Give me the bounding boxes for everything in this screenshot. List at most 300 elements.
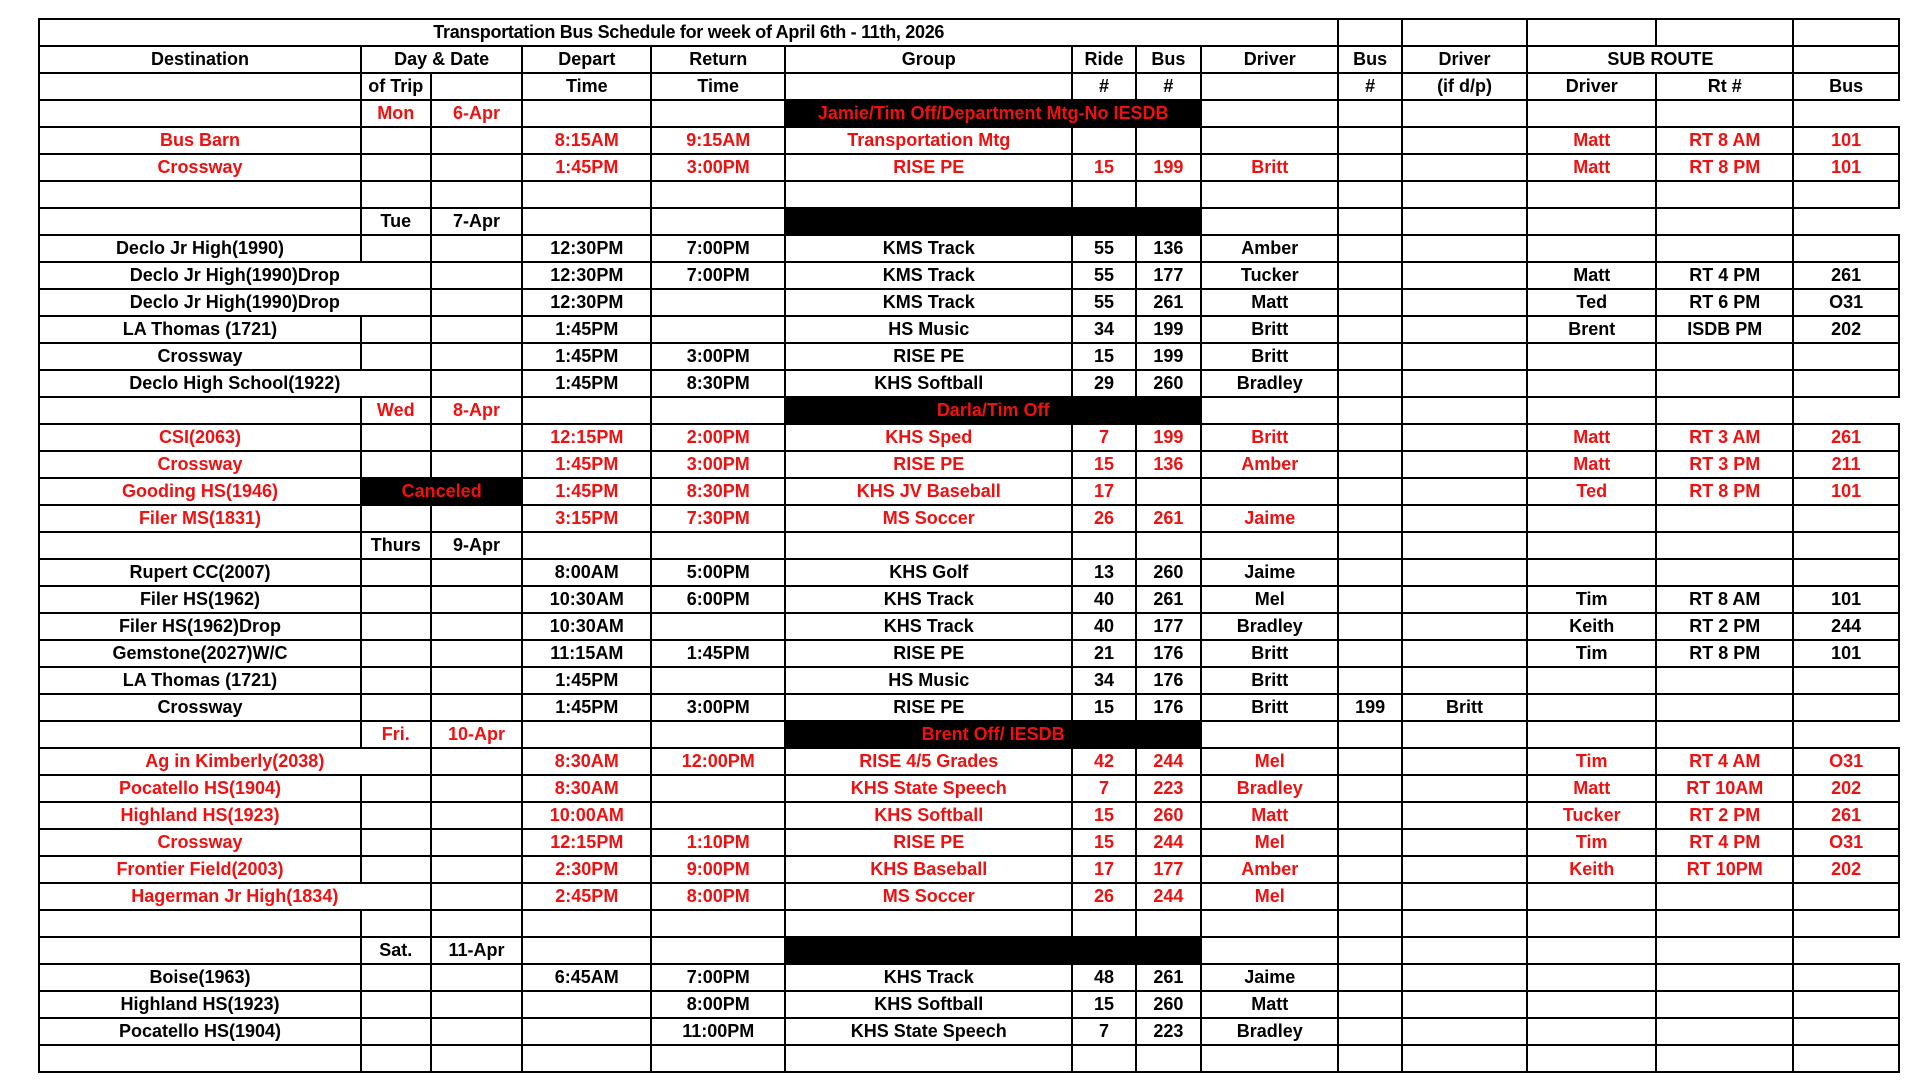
cell-date: [431, 343, 523, 370]
cell-depart: [522, 100, 651, 127]
cell-bus2: [1338, 532, 1401, 559]
cell-bus: 244: [1136, 829, 1201, 856]
cell-sub_driver: Matt: [1527, 775, 1656, 802]
cell-destination: Crossway: [39, 829, 361, 856]
cell-destination: Highland HS(1923): [39, 802, 361, 829]
table-row: [39, 451, 1899, 478]
day-header-row: [39, 208, 1899, 235]
cell-sub_bus: 211: [1793, 451, 1899, 478]
cell-driver: Bradley: [1201, 613, 1338, 640]
cell-depart: 3:15PM: [522, 505, 651, 532]
cell-group: KHS Baseball: [785, 856, 1072, 883]
cell-group: [785, 910, 1072, 937]
cell-bus: 177: [1136, 262, 1201, 289]
cell-return: 11:00PM: [651, 1018, 785, 1045]
cell-sub_bus: 101: [1793, 586, 1899, 613]
cell-depart: 8:15AM: [522, 127, 651, 154]
cell-sub_bus: 202: [1793, 856, 1899, 883]
cell-sub_bus: [1793, 1045, 1899, 1072]
cell-depart: [522, 721, 651, 748]
cell-date: [431, 640, 523, 667]
cell-sub_rt: RT 4 PM: [1656, 262, 1793, 289]
cell-driver2: [1402, 991, 1528, 1018]
cell-sub_rt: [1656, 964, 1793, 991]
cell-group: RISE PE: [785, 694, 1072, 721]
cell-sub_bus: [1793, 1018, 1899, 1045]
cell-bus: 176: [1136, 640, 1201, 667]
cell-sub_bus: [1793, 181, 1899, 208]
table-row: [39, 694, 1899, 721]
cell-destination: [39, 721, 361, 748]
cell-bus2: [1338, 1045, 1401, 1072]
header-day-date: Day & Date: [361, 46, 522, 73]
cell-return: [651, 397, 785, 424]
title-pad-5: [1793, 19, 1899, 46]
cell-driver2: [1402, 910, 1528, 937]
cell-group: [785, 1045, 1072, 1072]
cell-destination: Frontier Field(2003): [39, 856, 361, 883]
cell-date: [431, 262, 523, 289]
cell-sub_rt: RT 10PM: [1656, 856, 1793, 883]
cell-sub_driver: Tim: [1527, 586, 1656, 613]
cell-depart: 10:00AM: [522, 802, 651, 829]
cell-driver: Britt: [1201, 343, 1338, 370]
cell-ride: 29: [1072, 370, 1135, 397]
cell-sub_bus: 202: [1793, 316, 1899, 343]
cell-bus: 136: [1136, 451, 1201, 478]
cell-return: 8:30PM: [651, 478, 785, 505]
day-header-row: [39, 937, 1899, 964]
cell-return: [651, 181, 785, 208]
cell-sub_driver: Ted: [1527, 478, 1656, 505]
cell-bus2: [1338, 829, 1401, 856]
cell-ride: 7: [1072, 1018, 1135, 1045]
cell-sub_bus: [1793, 883, 1899, 910]
header-group-sub: [785, 73, 1072, 100]
cell-ride: 15: [1072, 991, 1135, 1018]
cell-sub_bus: O31: [1793, 289, 1899, 316]
cell-sub_bus: [1793, 991, 1899, 1018]
cell-date: [431, 424, 523, 451]
cell-bus2: [1201, 100, 1338, 127]
cell-sub_rt: [1656, 343, 1793, 370]
cell-ride: [1072, 532, 1135, 559]
cell-ride: [1072, 127, 1135, 154]
cell-bus: 176: [1136, 667, 1201, 694]
cell-bus2: [1201, 208, 1338, 235]
cell-sub_bus: O31: [1793, 829, 1899, 856]
cell-driver2: [1402, 127, 1528, 154]
table-row: [39, 586, 1899, 613]
cell-depart: [522, 937, 651, 964]
cell-ride: 40: [1072, 586, 1135, 613]
cell-return: [651, 208, 785, 235]
cell-day: Fri.: [361, 721, 431, 748]
cell-sub_driver: Tim: [1527, 640, 1656, 667]
cell-day: Sat.: [361, 937, 431, 964]
cell-bus: 223: [1136, 775, 1201, 802]
cell-sub_driver: Matt: [1527, 262, 1656, 289]
cell-bus: 260: [1136, 370, 1201, 397]
cell-driver2: [1402, 586, 1528, 613]
cell-bus2: [1338, 181, 1401, 208]
cell-depart: 1:45PM: [522, 667, 651, 694]
cell-date: [431, 856, 523, 883]
cell-driver2: [1402, 424, 1528, 451]
cell-sub_bus: 101: [1793, 640, 1899, 667]
cell-ride: [1072, 1045, 1135, 1072]
cell-sub_rt: [1656, 532, 1793, 559]
cell-group: KHS Track: [785, 613, 1072, 640]
cell-driver2: [1402, 829, 1528, 856]
cell-sub_driver: [1527, 235, 1656, 262]
cell-sub_rt: [1656, 559, 1793, 586]
cell-depart: [522, 991, 651, 1018]
cell-driver2: [1402, 181, 1528, 208]
cell-sub_bus: [1656, 397, 1793, 424]
cell-sub_rt: [1527, 208, 1656, 235]
header-sub-rt: Rt #: [1656, 73, 1793, 100]
cell-sub_rt: [1656, 505, 1793, 532]
title-pad-1: [1338, 19, 1401, 46]
cell-bus2: [1338, 748, 1401, 775]
cell-bus: 177: [1136, 856, 1201, 883]
cell-sub_driver: Ted: [1527, 289, 1656, 316]
cell-group: Darla/Tim Off: [785, 397, 1201, 424]
cell-sub_rt: [1527, 937, 1656, 964]
cell-driver2: [1338, 397, 1401, 424]
cell-driver: Britt: [1201, 316, 1338, 343]
cell-depart: [522, 397, 651, 424]
cell-day: [361, 667, 431, 694]
header-depart: Depart: [522, 46, 651, 73]
cell-sub_bus: 101: [1793, 154, 1899, 181]
cell-day: [361, 640, 431, 667]
cell-bus2: [1201, 721, 1338, 748]
cell-ride: 40: [1072, 613, 1135, 640]
header-sub-driver: Driver: [1527, 73, 1656, 100]
cell-bus2: [1338, 667, 1401, 694]
cell-return: [651, 937, 785, 964]
cell-bus2: [1338, 559, 1401, 586]
cell-ride: 55: [1072, 262, 1135, 289]
cell-day: [361, 964, 431, 991]
cell-driver: Jaime: [1201, 505, 1338, 532]
header-driver-2-note: (if d/p): [1402, 73, 1528, 100]
cell-sub_rt: RT 8 PM: [1656, 640, 1793, 667]
cell-ride: 55: [1072, 235, 1135, 262]
cell-destination: Declo Jr High(1990): [39, 235, 361, 262]
cell-bus: 177: [1136, 613, 1201, 640]
cell-bus2: [1338, 640, 1401, 667]
header-driver-2: Driver: [1402, 46, 1528, 73]
cell-return: [651, 775, 785, 802]
cell-driver: [1201, 478, 1338, 505]
header-bus: Bus: [1136, 46, 1201, 73]
cell-sub_driver: Tucker: [1527, 802, 1656, 829]
cell-ride: 48: [1072, 964, 1135, 991]
cell-bus2: [1338, 883, 1401, 910]
cell-sub_rt: RT 10AM: [1656, 775, 1793, 802]
cell-sub_bus: 101: [1793, 127, 1899, 154]
cell-sub_bus: [1793, 559, 1899, 586]
cell-destination: Declo Jr High(1990)Drop: [39, 289, 431, 316]
cell-driver2: [1402, 775, 1528, 802]
cell-sub_bus: 244: [1793, 613, 1899, 640]
cell-sub_rt: [1656, 181, 1793, 208]
header-of-trip: of Trip: [361, 73, 431, 100]
cell-ride: 55: [1072, 289, 1135, 316]
cell-return: 9:15AM: [651, 127, 785, 154]
cell-sub_bus: [1793, 370, 1899, 397]
cell-group: KHS Track: [785, 964, 1072, 991]
cell-date: [431, 964, 523, 991]
cell-date: [431, 316, 523, 343]
cell-destination: [39, 181, 361, 208]
cell-group: KHS State Speech: [785, 775, 1072, 802]
cell-day: [361, 910, 431, 937]
cell-bus: 244: [1136, 748, 1201, 775]
header-bus-2-number: #: [1338, 73, 1401, 100]
cell-return: 3:00PM: [651, 154, 785, 181]
cell-destination: Gooding HS(1946): [39, 478, 361, 505]
cell-sub_bus: 101: [1793, 478, 1899, 505]
cell-driver2: [1402, 451, 1528, 478]
cell-sub_bus: [1793, 964, 1899, 991]
cell-depart: [522, 1018, 651, 1045]
cell-bus: 199: [1136, 343, 1201, 370]
cell-bus: [1136, 181, 1201, 208]
cell-driver2: [1338, 937, 1401, 964]
cell-sub_rt: RT 2 PM: [1656, 613, 1793, 640]
cell-group: RISE PE: [785, 829, 1072, 856]
cell-sub_driver: [1402, 721, 1528, 748]
cell-bus2: [1338, 316, 1401, 343]
cell-date: [431, 235, 523, 262]
cell-sub_rt: RT 8 AM: [1656, 586, 1793, 613]
cell-bus2: [1338, 775, 1401, 802]
cell-date: [431, 775, 523, 802]
cell-return: 3:00PM: [651, 451, 785, 478]
cell-destination: Pocatello HS(1904): [39, 1018, 361, 1045]
cell-group: KHS Softball: [785, 991, 1072, 1018]
cell-day: [361, 343, 431, 370]
cell-date: [431, 154, 523, 181]
cell-bus2: [1201, 397, 1338, 424]
cell-return: 8:00PM: [651, 991, 785, 1018]
cell-sub_bus: [1656, 937, 1793, 964]
cell-return: [651, 1045, 785, 1072]
cell-sub_bus: [1656, 100, 1793, 127]
cell-sub_rt: [1656, 694, 1793, 721]
cell-date: 7-Apr: [431, 208, 523, 235]
cell-date: [431, 559, 523, 586]
cell-destination: Crossway: [39, 694, 361, 721]
cell-sub_rt: [1656, 667, 1793, 694]
table-row: [39, 424, 1899, 451]
cell-return: 3:00PM: [651, 343, 785, 370]
cell-destination: Declo Jr High(1990)Drop: [39, 262, 431, 289]
cell-group: Brent Off/ IESDB: [785, 721, 1201, 748]
cell-depart: 1:45PM: [522, 370, 651, 397]
cell-destination: Pocatello HS(1904): [39, 775, 361, 802]
cell-destination: Filer HS(1962): [39, 586, 361, 613]
cell-ride: 13: [1072, 559, 1135, 586]
cell-sub_driver: [1527, 505, 1656, 532]
cell-bus2: [1338, 451, 1401, 478]
header-ride-number: #: [1072, 73, 1135, 100]
cell-group: KHS Track: [785, 586, 1072, 613]
cell-day: [361, 694, 431, 721]
cell-group: RISE PE: [785, 640, 1072, 667]
cell-bus: [1136, 910, 1201, 937]
table-row: [39, 667, 1899, 694]
cell-bus: 261: [1136, 505, 1201, 532]
cell-group: KHS JV Baseball: [785, 478, 1072, 505]
cell-bus: 176: [1136, 694, 1201, 721]
cell-bus: 223: [1136, 1018, 1201, 1045]
cell-destination: Declo High School(1922): [39, 370, 431, 397]
header-return-time: Time: [651, 73, 785, 100]
cell-driver: Bradley: [1201, 370, 1338, 397]
cell-driver2: [1402, 640, 1528, 667]
cell-driver2: [1402, 748, 1528, 775]
cell-sub_rt: [1656, 370, 1793, 397]
cell-driver: Matt: [1201, 991, 1338, 1018]
cell-destination: Crossway: [39, 154, 361, 181]
cell-day: [361, 1045, 431, 1072]
cell-ride: [1072, 181, 1135, 208]
cell-driver2: [1402, 370, 1528, 397]
cell-group: RISE PE: [785, 154, 1072, 181]
cell-ride: 26: [1072, 883, 1135, 910]
cell-sub_driver: Keith: [1527, 856, 1656, 883]
cell-date: [431, 1045, 523, 1072]
cell-bus2: [1338, 343, 1401, 370]
cell-day: [361, 424, 431, 451]
cell-bus: 261: [1136, 964, 1201, 991]
table-row: [39, 964, 1899, 991]
cell-depart: [522, 910, 651, 937]
cell-bus: 260: [1136, 559, 1201, 586]
table-row: [39, 640, 1899, 667]
cell-bus: 261: [1136, 289, 1201, 316]
cell-date: 11-Apr: [431, 937, 523, 964]
table-row: [39, 559, 1899, 586]
cell-date: [431, 910, 523, 937]
cell-driver2: [1402, 343, 1528, 370]
cell-sub_rt: RT 2 PM: [1656, 802, 1793, 829]
cell-group: KHS Sped: [785, 424, 1072, 451]
header-row-primary: [39, 46, 1899, 73]
cell-driver2: [1402, 478, 1528, 505]
cell-day: [361, 559, 431, 586]
cell-destination: Bus Barn: [39, 127, 361, 154]
cell-bus2: [1338, 991, 1401, 1018]
cell-return: 8:30PM: [651, 370, 785, 397]
cell-day: [361, 505, 431, 532]
cell-ride: 17: [1072, 856, 1135, 883]
day-header-row: [39, 721, 1899, 748]
cell-day: [361, 829, 431, 856]
cell-group: KHS Softball: [785, 370, 1072, 397]
cell-driver: Jaime: [1201, 559, 1338, 586]
cell-bus2: [1201, 937, 1338, 964]
cell-date: [431, 667, 523, 694]
cell-driver2: [1402, 316, 1528, 343]
cell-driver: Mel: [1201, 829, 1338, 856]
cell-driver2: [1402, 559, 1528, 586]
cell-driver2: [1402, 883, 1528, 910]
cell-destination: LA Thomas (1721): [39, 316, 361, 343]
cell-group: [785, 532, 1072, 559]
cell-driver: Britt: [1201, 424, 1338, 451]
cell-return: [651, 721, 785, 748]
cell-return: [651, 802, 785, 829]
cell-destination: Gemstone(2027)W/C: [39, 640, 361, 667]
cell-sub_bus: O31: [1793, 748, 1899, 775]
cell-sub_bus: [1793, 910, 1899, 937]
cell-driver2: [1338, 100, 1401, 127]
title-pad-3: [1527, 19, 1656, 46]
cell-depart: 8:30AM: [522, 748, 651, 775]
cell-ride: 15: [1072, 694, 1135, 721]
cell-sub_bus: [1793, 235, 1899, 262]
cell-day: [361, 1018, 431, 1045]
cell-sub_rt: [1656, 910, 1793, 937]
cell-sub_driver: [1527, 667, 1656, 694]
cell-destination: Filer MS(1831): [39, 505, 361, 532]
cell-destination: Crossway: [39, 343, 361, 370]
cell-depart: 1:45PM: [522, 451, 651, 478]
cell-date: [431, 829, 523, 856]
cell-bus2: [1338, 478, 1401, 505]
header-sub-bus: Bus: [1793, 73, 1899, 100]
cell-group: KMS Track: [785, 235, 1072, 262]
cell-driver: Bradley: [1201, 775, 1338, 802]
cell-destination: [39, 532, 361, 559]
cell-sub_driver: Keith: [1527, 613, 1656, 640]
cell-bus2: [1338, 613, 1401, 640]
cell-sub_bus: 261: [1793, 424, 1899, 451]
cell-group: KHS Softball: [785, 802, 1072, 829]
cell-depart: 12:30PM: [522, 235, 651, 262]
cell-date: [431, 613, 523, 640]
cell-group: Tim Off: [785, 208, 1201, 235]
cell-sub_rt: RT 8 PM: [1656, 478, 1793, 505]
cell-bus: 244: [1136, 883, 1201, 910]
cell-group: RISE 4/5 Grades: [785, 748, 1072, 775]
cell-driver2: [1402, 262, 1528, 289]
cell-group: HS Music: [785, 316, 1072, 343]
cell-bus: 199: [1136, 154, 1201, 181]
table-row: [39, 748, 1899, 775]
cell-driver: Mel: [1201, 586, 1338, 613]
cell-return: [651, 613, 785, 640]
title-pad-2: [1402, 19, 1528, 46]
spacer-row: [39, 910, 1899, 937]
cell-depart: [522, 1045, 651, 1072]
cell-depart: 1:45PM: [522, 316, 651, 343]
cell-depart: [522, 532, 651, 559]
cell-destination: Highland HS(1923): [39, 991, 361, 1018]
title-row: [39, 19, 1899, 46]
cell-sub_rt: [1656, 1018, 1793, 1045]
cell-depart: 12:15PM: [522, 424, 651, 451]
cell-day: Canceled: [361, 478, 522, 505]
header-driver: Driver: [1201, 46, 1338, 73]
cell-day: [361, 181, 431, 208]
